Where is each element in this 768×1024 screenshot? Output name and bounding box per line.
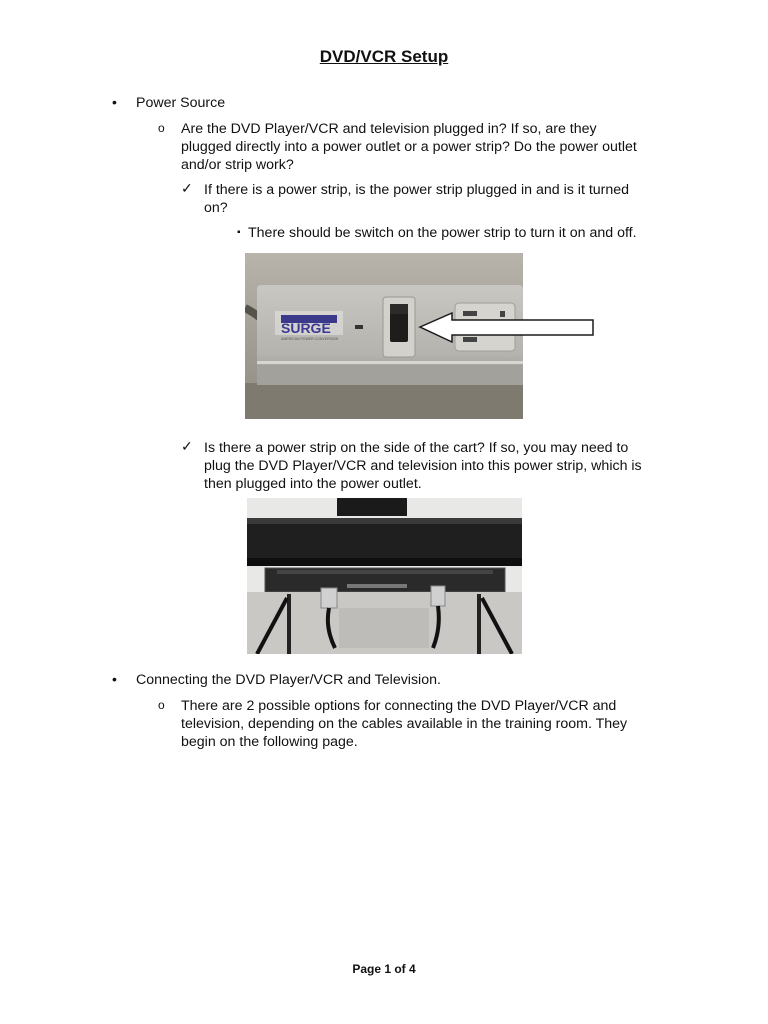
- brand-subtext: AMERICAN POWER CONVERSION: [281, 337, 339, 341]
- power-strip-photo: [245, 253, 523, 419]
- page-title: DVD/VCR Setup: [319, 47, 449, 66]
- section-heading-connecting: Connecting the DVD Player/VCR and Television.: [136, 672, 441, 688]
- section-heading-power-source: Power Source: [136, 95, 226, 111]
- checkmark-icon: ✓: [181, 180, 193, 196]
- sub-bullet-marker: o: [158, 698, 165, 712]
- connection-options-text: [181, 697, 627, 751]
- sub-bullet-marker: o: [158, 121, 165, 135]
- power-question: [181, 120, 637, 174]
- cart-power-strip-photo: [247, 498, 522, 654]
- power-strip-illustration: [245, 253, 523, 419]
- brand-logo: SURGE: [281, 320, 331, 336]
- text-line: then plugged into the power outlet.: [204, 476, 422, 492]
- text-line: plug the DVD Player/VCR and television into this power strip, which is: [204, 458, 642, 474]
- text-line: on?: [204, 200, 228, 216]
- text-line: There are 2 possible options for connecting the DVD Player/VCR and: [181, 698, 617, 714]
- text-line: If there is a power strip, is the power strip plugged in and is it turned: [204, 182, 630, 198]
- text-line: plugged directly into a power outlet or a power strip? Do the power outlet: [181, 139, 637, 155]
- text-line: and/or strip work?: [181, 157, 294, 173]
- switch-note: There should be switch on the power strip to turn it on and off.: [248, 225, 637, 241]
- cart-strip-illustration: [247, 498, 522, 654]
- checkmark-icon: ✓: [181, 438, 193, 454]
- bullet-marker: •: [112, 94, 117, 110]
- text-line: Are the DVD Player/VCR and television plugged in? If so, are they: [181, 121, 597, 137]
- bullet-marker: •: [112, 671, 117, 687]
- check-item-power-strip: [204, 181, 629, 217]
- square-bullet-marker: ▪: [237, 227, 241, 238]
- arrow-tail-icon: [523, 319, 595, 339]
- text-line: television, depending on the cables available in the training room. They: [181, 716, 628, 732]
- text-line: begin on the following page.: [181, 734, 358, 750]
- page-number: Page 1 of 4: [352, 962, 416, 976]
- check-item-cart-strip: [204, 439, 642, 493]
- text-line: Is there a power strip on the side of the cart? If so, you may need to: [204, 440, 629, 456]
